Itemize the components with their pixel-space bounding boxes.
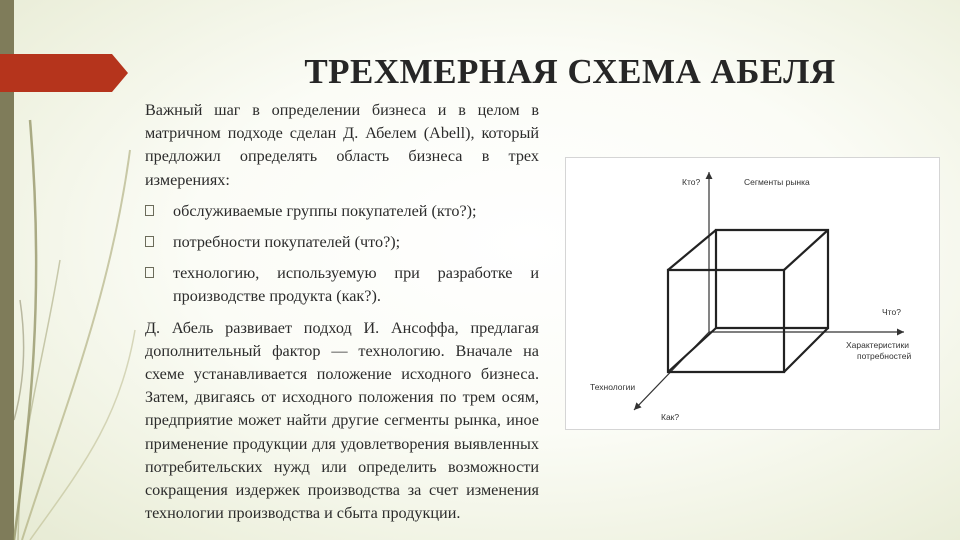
label-kak: Как? — [661, 412, 680, 422]
abell-cube-diagram — [565, 157, 940, 430]
label-tech: Технологии — [590, 382, 636, 392]
bullet-item — [145, 262, 539, 308]
bullet-text: обслуживаемые группы покупателей (кто?); — [173, 201, 477, 220]
slide-body — [145, 99, 539, 525]
label-segments: Сегменты рынка — [744, 177, 810, 187]
label-needs-line1: Характеристики — [846, 340, 910, 350]
title-accent-arrow — [0, 54, 128, 92]
bullet-item — [145, 200, 539, 223]
label-chto: Что? — [882, 307, 901, 317]
square-bullet-icon — [145, 236, 154, 247]
bullet-text: потребности покупателей (что?); — [173, 233, 401, 252]
label-needs-line2: потребностей — [857, 351, 912, 361]
square-bullet-icon — [145, 267, 154, 278]
bullet-text: технологию, используемую при разработке и производстве продукта (как?). — [173, 264, 539, 306]
slide-title: ТРЕХМЕРНАЯ СХЕМА АБЕЛЯ — [304, 52, 836, 91]
bullet-item — [145, 231, 539, 254]
intro-paragraph: Важный шаг в определении бизнеса и в целом в матричном подходе сделан Д. Абелем (Abell), который предложил определять область бизнеса в трех измерениях: — [145, 101, 539, 189]
square-bullet-icon — [145, 205, 154, 216]
bullet-list — [145, 200, 539, 309]
body-paragraph: Д. Абель развивает подход И. Ансоффа, предлагая дополнительный фактор — технологию. Вначале на схеме устанавливается положение исходного бизнеса. Затем, двигаясь от исходного положения по трем осям, предприятие может найти другие сегменты рынка, иное применение продукции для удовлетворения выявленных потребительских нужд или определить возможности сокращения издержек производства за счет изменения технологии производства и сбыта продукции. — [145, 318, 539, 523]
cube — [668, 230, 828, 372]
label-kto: Кто? — [682, 177, 701, 187]
